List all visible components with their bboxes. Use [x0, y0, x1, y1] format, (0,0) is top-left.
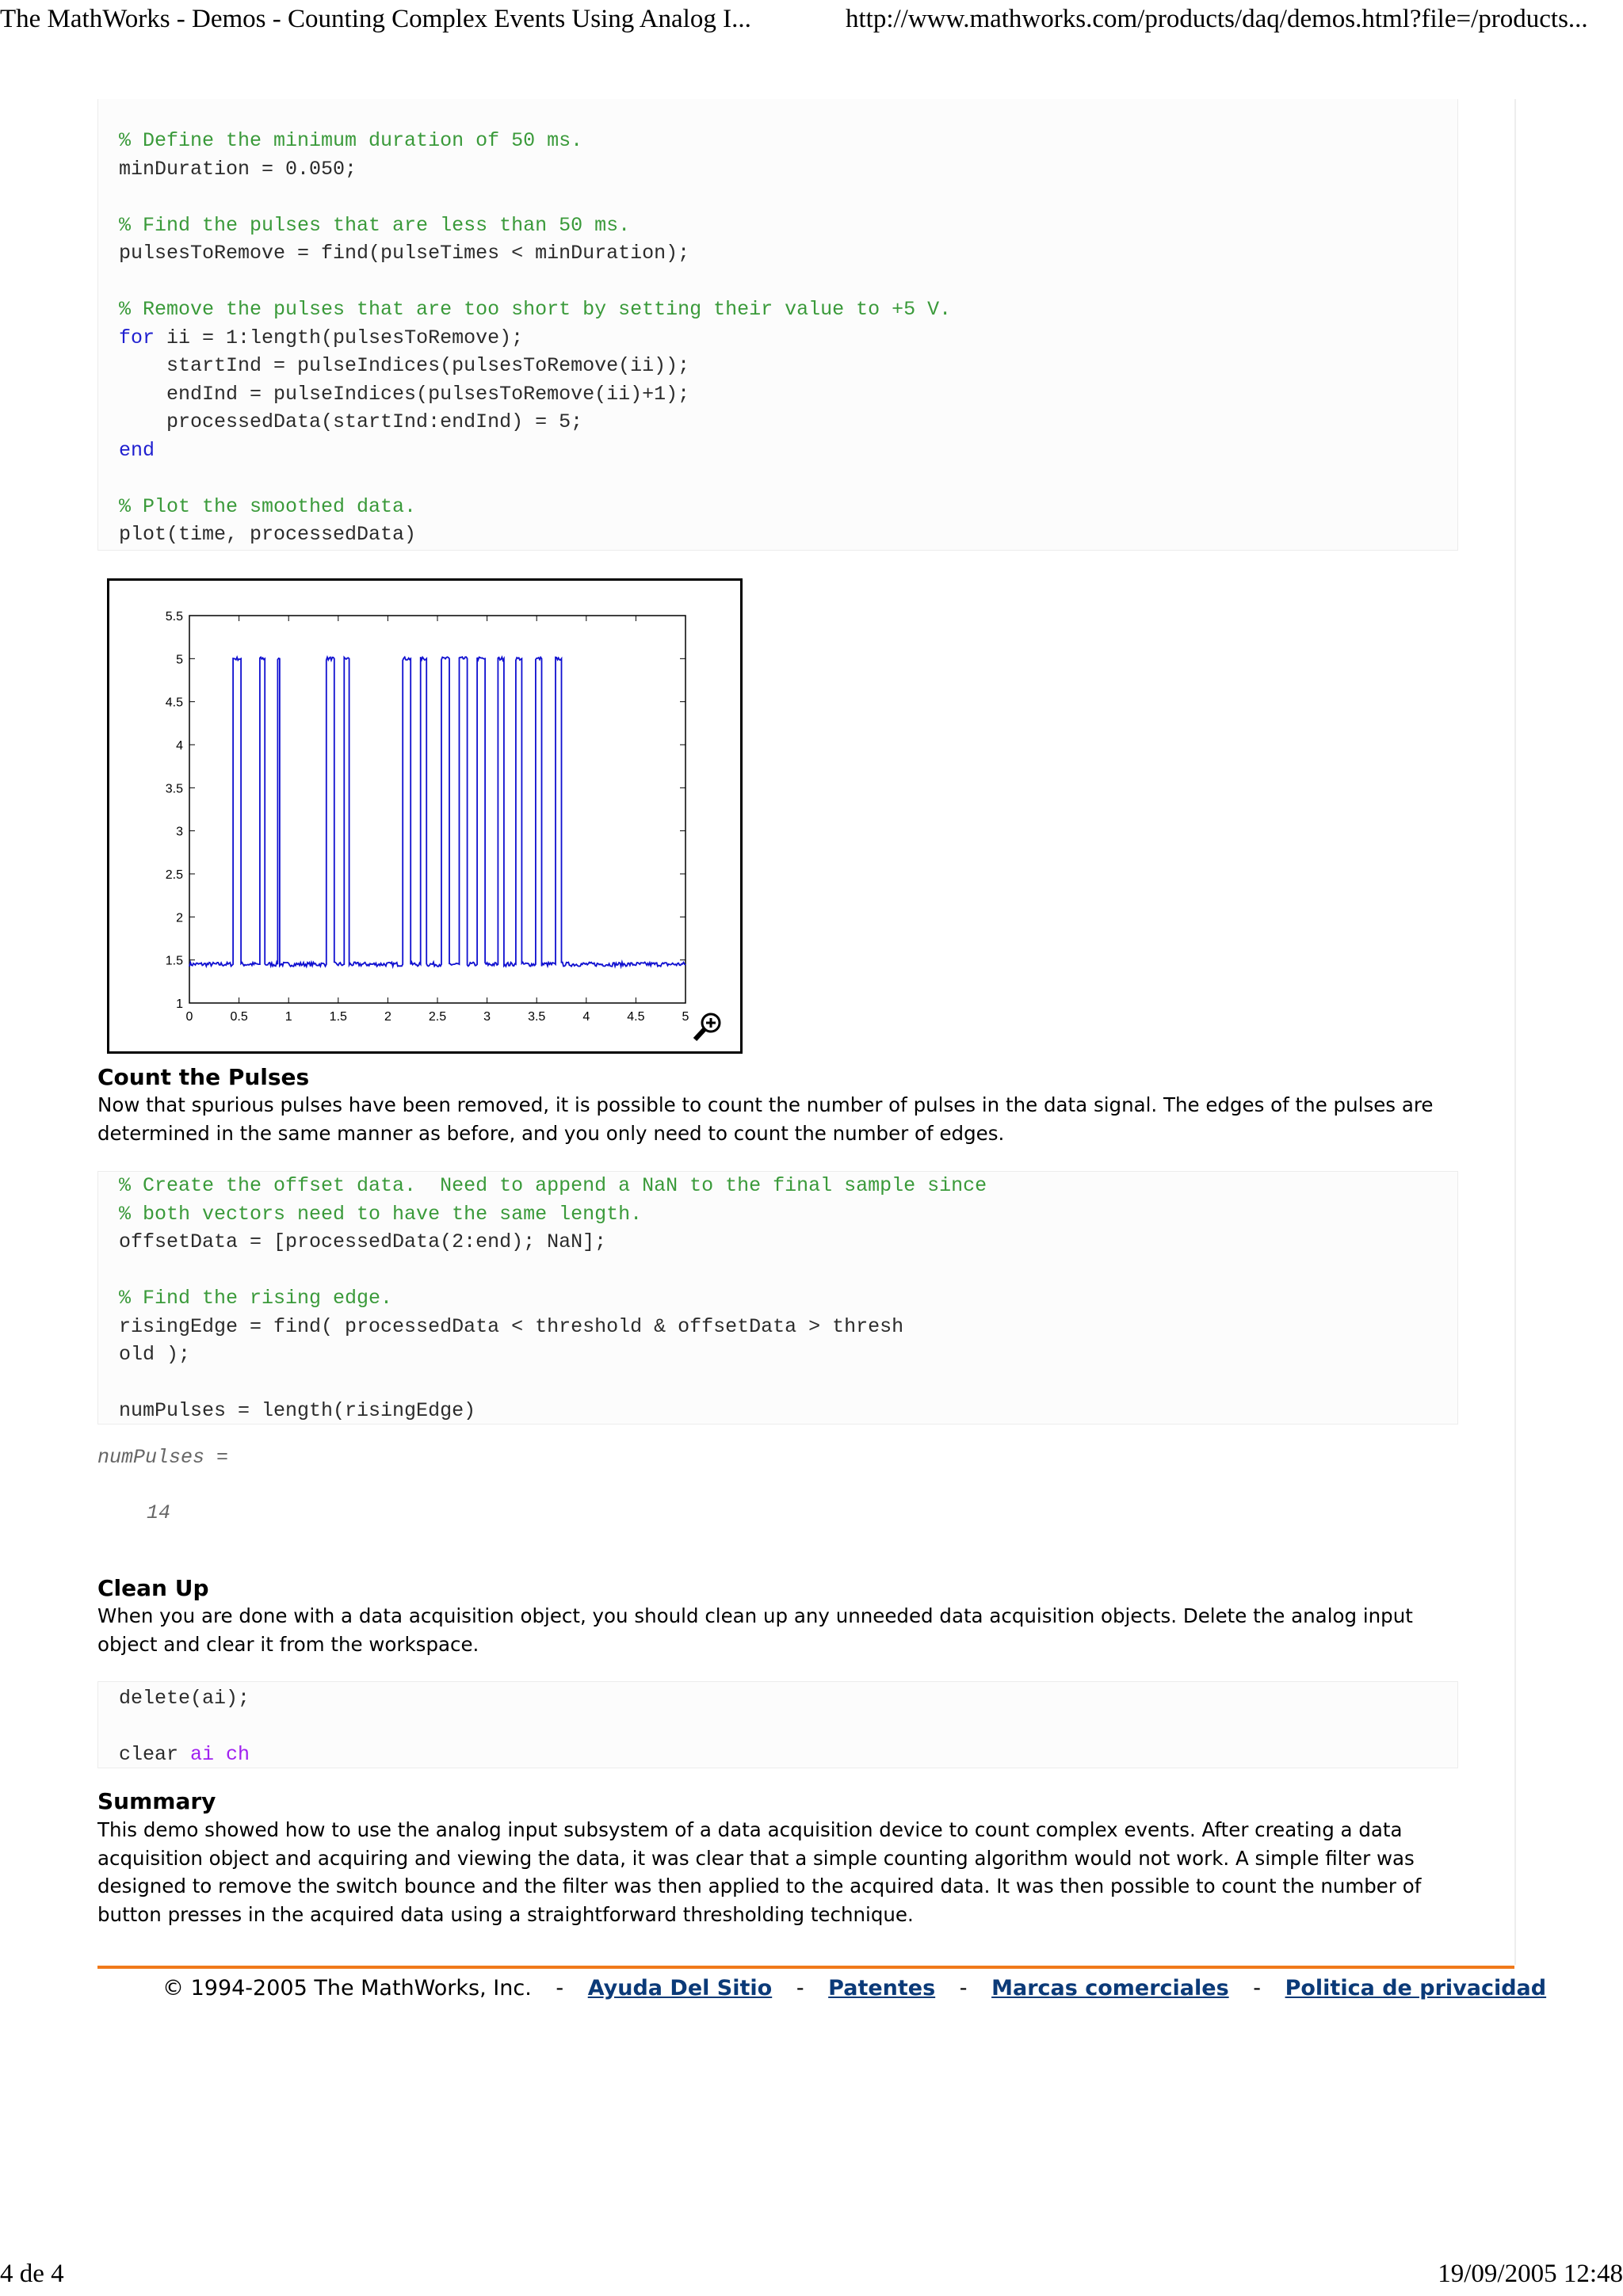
code-block-cleanup — [97, 1681, 1458, 1768]
heading-count-pulses: Count the Pulses — [97, 1064, 310, 1090]
code-line — [119, 1713, 1457, 1741]
link-patents[interactable]: Patentes — [828, 1976, 936, 2000]
x-tick-label: 4 — [582, 1010, 590, 1024]
y-tick-label: 1 — [176, 997, 183, 1011]
code-line: offsetData = [processedData(2:end); NaN]; — [119, 1230, 607, 1253]
y-tick-label: 2 — [176, 911, 183, 925]
print-page-url: http://www.mathworks.com/products/daq/demos.html?file=/products... — [846, 5, 1588, 33]
footer-separator: - — [1253, 1976, 1261, 2000]
heading-clean-up: Clean Up — [97, 1575, 209, 1601]
code-line: end — [119, 438, 155, 462]
y-tick-label: 2.5 — [165, 868, 183, 882]
paragraph-summary: This demo showed how to use the analog input subsystem of a data acquisition device to count complex events. After creating a data acquisition object and acquiring and viewing the data, it was clear that a simple counting algorithm would not work. A simple filter was designed to remove the switch bounce and the filter was then applied to the acquired data. It was then possible to count the number of button presses in the acquired data using a straightforward thresholding technique. — [97, 1818, 1422, 1926]
code-line: plot(time, processedData) — [119, 523, 417, 546]
x-tick-label: 1 — [285, 1010, 292, 1024]
footer-divider — [97, 1966, 1514, 1969]
output-variable: numPulses = — [97, 1446, 229, 1469]
paragraph-count-pulses: Now that spurious pulses have been removed, it is possible to count the number of pulses in the data signal. The edges of the pulses are determined in the same manner as before, and you only need to count the number of edges. — [97, 1093, 1434, 1145]
footer-separator: - — [556, 1976, 564, 2000]
code-line: % both vectors need to have the same length. — [119, 1202, 643, 1226]
print-page-number: 4 de 4 — [0, 2260, 64, 2288]
site-footer — [162, 1973, 1547, 2004]
plot-area — [189, 616, 685, 1003]
code-line: minDuration = 0.050; — [119, 157, 357, 181]
code-line: delete(ai); — [119, 1687, 250, 1710]
print-datetime: 19/09/2005 12:48 — [1438, 2260, 1623, 2288]
code-line: startInd = pulseIndices(pulsesToRemove(ii)); — [119, 354, 690, 377]
pulse-plot-chart — [109, 581, 740, 1051]
code-line — [119, 268, 1457, 296]
code-block-count — [97, 1171, 1458, 1425]
paragraph-clean-up: When you are done with a data acquisition object, you should clean up any unneeded data acquisition objects. Delete the analog input object and clear it from the workspace. — [97, 1604, 1413, 1656]
code-line: % Find the rising edge. — [119, 1287, 393, 1310]
zoom-in-icon — [695, 1014, 720, 1039]
code-line: numPulses = length(risingEdge) — [119, 1399, 476, 1422]
code-block-plot — [97, 99, 1458, 551]
y-tick-label: 5.5 — [165, 610, 183, 624]
x-tick-label: 3 — [483, 1010, 491, 1024]
footer-separator: - — [796, 1976, 804, 2000]
print-page-title: The MathWorks - Demos - Counting Complex Events Using Analog I... — [0, 5, 751, 33]
heading-summary: Summary — [97, 1788, 216, 1814]
x-tick-label: 4.5 — [627, 1010, 645, 1024]
code-line — [119, 183, 1457, 212]
code-line: pulsesToRemove = find(pulseTimes < minDuration); — [119, 242, 690, 265]
code-line: % Find the pulses that are less than 50 ms. — [119, 213, 631, 237]
y-tick-label: 4 — [176, 739, 183, 753]
code-line: risingEdge = find( processedData < threshold & offsetData > thresh — [119, 1314, 904, 1338]
x-tick-label: 2 — [384, 1010, 391, 1024]
code-line: endInd = pulseIndices(pulsesToRemove(ii)+1); — [119, 382, 690, 406]
code-line: % Create the offset data. Need to append a NaN to the final sample since — [119, 1174, 987, 1197]
link-site-help[interactable]: Ayuda Del Sitio — [587, 1976, 773, 2000]
output-value: 14 — [147, 1501, 171, 1524]
print-footer — [0, 2256, 1623, 2296]
code-line: % Plot the smoothed data. — [119, 494, 417, 518]
y-tick-label: 3 — [176, 825, 183, 839]
code-line — [119, 1257, 1457, 1285]
code-line: for ii = 1:length(pulsesToRemove); — [119, 326, 524, 349]
code-line — [119, 1369, 1457, 1398]
code-line: old ); — [119, 1343, 191, 1366]
copyright-text: © 1994-2005 The MathWorks, Inc. — [162, 1976, 532, 2000]
footer-separator: - — [959, 1976, 968, 2000]
x-tick-label: 5 — [682, 1010, 689, 1024]
link-privacy-policy[interactable]: Politica de privacidad — [1285, 1976, 1547, 2000]
y-tick-label: 3.5 — [165, 782, 183, 796]
y-tick-label: 4.5 — [165, 696, 183, 710]
y-tick-label: 1.5 — [165, 954, 183, 968]
x-tick-label: 1.5 — [329, 1010, 347, 1024]
x-tick-label: 0 — [185, 1010, 193, 1024]
code-line: processedData(startInd:endInd) = 5; — [119, 410, 583, 433]
x-tick-label: 2.5 — [428, 1010, 447, 1024]
code-line: clear ai ch — [119, 1743, 250, 1766]
code-line: % Remove the pulses that are too short by setting their value to +5 V. — [119, 298, 952, 321]
link-trademarks[interactable]: Marcas comerciales — [991, 1976, 1229, 2000]
y-tick-label: 5 — [176, 653, 183, 667]
x-tick-label: 3.5 — [528, 1010, 546, 1024]
code-line: % Define the minimum duration of 50 ms. — [119, 129, 583, 152]
print-header — [0, 0, 1623, 40]
x-tick-label: 0.5 — [230, 1010, 248, 1024]
code-line — [119, 464, 1457, 493]
pulse-plot-figure — [107, 578, 743, 1054]
